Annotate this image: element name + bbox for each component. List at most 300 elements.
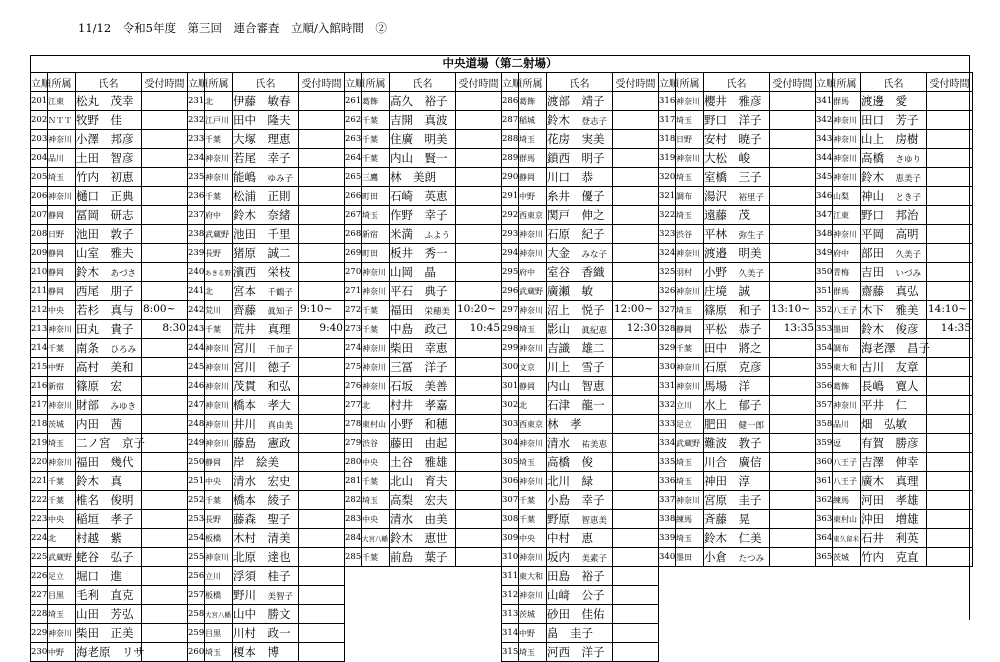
table-row [659, 339, 816, 358]
order-number: 309 [502, 529, 519, 548]
affiliation: 八王子 [833, 453, 861, 472]
order-number: 261 [345, 92, 362, 111]
participant-name: 稲垣 孝子 [76, 510, 142, 529]
reception-time-end: 9:40 [319, 322, 343, 334]
order-number: 327 [659, 301, 676, 320]
participant-name: 財部 みゆき [76, 396, 142, 415]
affiliation: 西東京 [519, 415, 547, 434]
reception-time-cell [142, 92, 188, 111]
affiliation: 長野 [205, 244, 233, 263]
order-number: 222 [31, 491, 48, 510]
table-row [502, 396, 659, 415]
reception-time-start: 14:10~ [928, 303, 968, 315]
participant-name: 福田 幾代 [76, 453, 142, 472]
participant-name: 古川 友章 [861, 358, 927, 377]
schedule-table [658, 72, 816, 567]
order-number: 278 [345, 415, 362, 434]
affiliation: 大宮八幡 [362, 529, 390, 548]
reception-time-cell [927, 282, 973, 301]
reception-time-cell [299, 187, 345, 206]
participant-name: 小野 和穂 [390, 415, 456, 434]
order-number: 292 [502, 206, 519, 225]
participant-name: 石坂 美善 [390, 377, 456, 396]
table-row [659, 510, 816, 529]
table-row [659, 358, 816, 377]
reception-time-cell [927, 168, 973, 187]
table-row [31, 130, 188, 149]
header-row [659, 73, 816, 92]
participant-name: 吉開 真波 [390, 111, 456, 130]
affiliation: 調布 [833, 339, 861, 358]
header-row [188, 73, 345, 92]
reception-time-cell [456, 415, 502, 434]
reception-time-cell [927, 149, 973, 168]
table-row [502, 130, 659, 149]
participant-name: 坂内 美素子 [547, 548, 613, 567]
order-number: 328 [659, 320, 676, 339]
order-number: 216 [31, 377, 48, 396]
table-row [31, 320, 188, 339]
order-number: 264 [345, 149, 362, 168]
reception-time-cell [613, 111, 659, 130]
participant-name: 肥田 健一郎 [704, 415, 770, 434]
order-number: 314 [502, 624, 519, 643]
affiliation: 江戸川 [205, 111, 233, 130]
participant-name: 糸井 優子 [547, 187, 613, 206]
table-row [31, 472, 188, 491]
order-number: 291 [502, 187, 519, 206]
reception-time-cell [770, 206, 816, 225]
participant-name: 篠原 和子 [704, 301, 770, 320]
participant-name: 松浦 正則 [233, 187, 299, 206]
order-number: 228 [31, 605, 48, 624]
table-row [345, 282, 502, 301]
participant-name: 山田 芳弘 [76, 605, 142, 624]
participant-name: 川上 雪子 [547, 358, 613, 377]
participant-name: 堀口 進 [76, 567, 142, 586]
reception-time-cell [927, 415, 973, 434]
affiliation: 茨城 [48, 415, 76, 434]
table-row [345, 472, 502, 491]
participant-name: 内山 智恵 [547, 377, 613, 396]
table-row [188, 206, 345, 225]
participant-name: 池田 敦子 [76, 225, 142, 244]
table-row [659, 282, 816, 301]
participant-name: 田口 芳子 [861, 111, 927, 130]
participant-name: 石原 紀子 [547, 225, 613, 244]
affiliation: 神奈川 [519, 244, 547, 263]
reception-time-cell [299, 263, 345, 282]
schedule-block [187, 72, 345, 662]
header-name: 氏名 [704, 73, 770, 92]
affiliation: 北 [205, 282, 233, 301]
order-number: 284 [345, 529, 362, 548]
affiliation: 神奈川 [205, 168, 233, 187]
order-number: 230 [31, 643, 48, 662]
order-number: 305 [502, 453, 519, 472]
reception-time-cell [142, 168, 188, 187]
table-row [816, 377, 973, 396]
affiliation: 神奈川 [48, 453, 76, 472]
table-row [31, 586, 188, 605]
table-row [502, 434, 659, 453]
table-row [188, 282, 345, 301]
participant-name: 清水 宏史 [233, 472, 299, 491]
affiliation: 目黒 [48, 586, 76, 605]
reception-time-start: 10:20~ [457, 303, 497, 315]
affiliation: 青梅 [833, 263, 861, 282]
participant-name: 石井 利英 [861, 529, 927, 548]
table-row [188, 586, 345, 605]
affiliation: 神奈川 [676, 377, 704, 396]
affiliation: 埼玉 [676, 472, 704, 491]
participant-name: 橋本 綾子 [233, 491, 299, 510]
affiliation: 神奈川 [676, 149, 704, 168]
table-row [31, 434, 188, 453]
table-row [502, 301, 659, 320]
order-number: 242 [188, 301, 205, 320]
affiliation: 神奈川 [676, 358, 704, 377]
participant-name: 高久 裕子 [390, 92, 456, 111]
affiliation: 神奈川 [362, 282, 390, 301]
order-number: 335 [659, 453, 676, 472]
order-number: 361 [816, 472, 833, 491]
table-row [31, 643, 188, 662]
table-row [188, 244, 345, 263]
table-row [659, 111, 816, 130]
reception-time-cell [770, 282, 816, 301]
affiliation: 葛飾 [362, 92, 390, 111]
reception-time-cell [613, 567, 659, 586]
participant-name: 山室 雅夫 [76, 244, 142, 263]
affiliation: 静岡 [676, 320, 704, 339]
order-number: 317 [659, 111, 676, 130]
affiliation: 神奈川 [676, 92, 704, 111]
table-row [31, 244, 188, 263]
header-name: 氏名 [547, 73, 613, 92]
participant-name: 林 美朗 [390, 168, 456, 187]
table-row [816, 244, 973, 263]
participant-name: 田中 將之 [704, 339, 770, 358]
affiliation: 荒川 [205, 301, 233, 320]
participant-name: 川村 政一 [233, 624, 299, 643]
reception-time-cell [299, 92, 345, 111]
reception-time-cell [299, 586, 345, 605]
affiliation: 墨田 [676, 548, 704, 567]
affiliation: 足立 [48, 567, 76, 586]
reception-time-cell [770, 92, 816, 111]
participant-name: 平林 弥生子 [704, 225, 770, 244]
order-number: 244 [188, 339, 205, 358]
participant-name: 中村 恵 [547, 529, 613, 548]
table-row [502, 377, 659, 396]
order-number: 360 [816, 453, 833, 472]
reception-time-cell [613, 206, 659, 225]
reception-time-cell [142, 529, 188, 548]
affiliation: 神奈川 [205, 434, 233, 453]
table-row [31, 624, 188, 643]
participant-name: 安村 暁子 [704, 130, 770, 149]
participant-name: 海老原 リサ [76, 643, 142, 662]
table-row [345, 434, 502, 453]
affiliation: 千葉 [362, 320, 390, 339]
reception-time-cell [456, 434, 502, 453]
participant-name: 遠藤 茂 [704, 206, 770, 225]
order-number: 357 [816, 396, 833, 415]
affiliation: 埼玉 [519, 453, 547, 472]
reception-time-cell [613, 320, 659, 339]
table-row [345, 339, 502, 358]
order-number: 324 [659, 244, 676, 263]
affiliation: 新宿 [362, 225, 390, 244]
reception-time-end: 14:35 [940, 322, 971, 334]
affiliation: 静岡 [48, 282, 76, 301]
order-number: 307 [502, 491, 519, 510]
participant-name: 海老澤 昌子 [861, 339, 927, 358]
order-number: 334 [659, 434, 676, 453]
participant-name: 村井 孝嘉 [390, 396, 456, 415]
participant-name: 田丸 貴子 [76, 320, 142, 339]
affiliation: 埼玉 [676, 111, 704, 130]
participant-name: 石原 克彦 [704, 358, 770, 377]
participant-name: 鈴木 あづさ [76, 263, 142, 282]
affiliation: 渋谷 [362, 434, 390, 453]
order-number: 359 [816, 434, 833, 453]
affiliation: 江東 [48, 92, 76, 111]
affiliation: 山梨 [833, 187, 861, 206]
reception-time-cell [299, 605, 345, 624]
order-number: 266 [345, 187, 362, 206]
reception-time-cell [299, 396, 345, 415]
affiliation: 江東 [833, 206, 861, 225]
affiliation: 神奈川 [833, 111, 861, 130]
reception-time-end: 12:30 [626, 322, 657, 334]
table-row [502, 263, 659, 282]
affiliation: 逗 [833, 434, 861, 453]
table-row [31, 605, 188, 624]
participant-name: 木村 清美 [233, 529, 299, 548]
table-row [31, 491, 188, 510]
table-row [188, 111, 345, 130]
reception-time-cell [770, 320, 816, 339]
table-row [31, 149, 188, 168]
affiliation: 武蔵野 [676, 434, 704, 453]
header-order: 立順 [659, 73, 676, 92]
participant-name: 鈴木 恵世 [390, 529, 456, 548]
reception-time-cell [613, 586, 659, 605]
participant-name: 松丸 茂幸 [76, 92, 142, 111]
order-number: 333 [659, 415, 676, 434]
header-order: 立順 [502, 73, 519, 92]
reception-time-cell [299, 434, 345, 453]
table-row [31, 301, 188, 320]
affiliation: 府中 [519, 263, 547, 282]
affiliation: 千葉 [205, 320, 233, 339]
reception-time-cell [456, 510, 502, 529]
participant-name: 高橋 さゆり [861, 149, 927, 168]
table-row [816, 396, 973, 415]
affiliation: 神奈川 [48, 130, 76, 149]
reception-time-cell [142, 434, 188, 453]
affiliation: 埼玉 [362, 491, 390, 510]
table-row [188, 339, 345, 358]
participant-name: 鈴木 登志子 [547, 111, 613, 130]
order-number: 220 [31, 453, 48, 472]
table-row [345, 130, 502, 149]
table-row [502, 282, 659, 301]
reception-time-cell [142, 472, 188, 491]
affiliation: 埼玉 [519, 320, 547, 339]
table-row [502, 244, 659, 263]
reception-time-cell [456, 339, 502, 358]
table-row [188, 605, 345, 624]
order-number: 271 [345, 282, 362, 301]
reception-time-cell [456, 187, 502, 206]
participant-name: 山中 勝文 [233, 605, 299, 624]
affiliation: 神奈川 [519, 586, 547, 605]
reception-time-cell [927, 320, 973, 339]
order-number: 252 [188, 491, 205, 510]
participant-name: 沼上 悦子 [547, 301, 613, 320]
order-number: 208 [31, 225, 48, 244]
table-row [31, 282, 188, 301]
reception-time-cell [142, 301, 188, 320]
affiliation: 墨田 [833, 320, 861, 339]
table-row [659, 472, 816, 491]
reception-time-cell [927, 301, 973, 320]
affiliation: 神奈川 [362, 358, 390, 377]
table-row [31, 567, 188, 586]
reception-time-cell [613, 263, 659, 282]
reception-time-cell [613, 358, 659, 377]
schedule-table [815, 72, 973, 567]
header-affiliation: 所属 [833, 73, 861, 92]
affiliation: 町田 [362, 244, 390, 263]
table-row [659, 320, 816, 339]
order-number: 227 [31, 586, 48, 605]
order-number: 215 [31, 358, 48, 377]
table-row [502, 472, 659, 491]
header-time: 受付時間 [927, 73, 973, 92]
reception-time-cell [613, 92, 659, 111]
reception-time-cell [142, 282, 188, 301]
table-row [659, 130, 816, 149]
table-row [31, 263, 188, 282]
order-number: 265 [345, 168, 362, 187]
participant-name: 柴田 正美 [76, 624, 142, 643]
reception-time-cell [456, 529, 502, 548]
order-number: 348 [816, 225, 833, 244]
affiliation: 神奈川 [833, 149, 861, 168]
affiliation: 府中 [205, 206, 233, 225]
reception-time-cell [613, 149, 659, 168]
order-number: 283 [345, 510, 362, 529]
participant-name: 内山 賢一 [390, 149, 456, 168]
table-row [188, 396, 345, 415]
reception-time-cell [770, 396, 816, 415]
affiliation: 埼玉 [676, 453, 704, 472]
participant-name: 榎本 博 [233, 643, 299, 662]
header-row [816, 73, 973, 92]
table-row [502, 548, 659, 567]
order-number: 263 [345, 130, 362, 149]
reception-time-cell [456, 225, 502, 244]
participant-name: 宮川 千加子 [233, 339, 299, 358]
venue-title: 中央道場（第二射場） [442, 56, 558, 70]
table-row [659, 548, 816, 567]
reception-time-start: 13:10~ [771, 303, 811, 315]
table-row [31, 396, 188, 415]
table-row [502, 605, 659, 624]
schedule-block [815, 72, 973, 567]
table-row [502, 643, 659, 662]
order-number: 325 [659, 263, 676, 282]
header-affiliation: 所属 [362, 73, 390, 92]
reception-time-cell [613, 491, 659, 510]
table-row [816, 320, 973, 339]
reception-time-cell [927, 225, 973, 244]
affiliation: 神奈川 [519, 472, 547, 491]
participant-name: 清水 由美 [390, 510, 456, 529]
order-number: 281 [345, 472, 362, 491]
table-row [31, 415, 188, 434]
participant-name: 野川 美智子 [233, 586, 299, 605]
order-number: 332 [659, 396, 676, 415]
order-number: 362 [816, 491, 833, 510]
participant-name: 小野 久美子 [704, 263, 770, 282]
reception-time-cell [456, 149, 502, 168]
reception-time-cell [299, 624, 345, 643]
order-number: 257 [188, 586, 205, 605]
participant-name: 住廣 明美 [390, 130, 456, 149]
affiliation: 稲城 [519, 111, 547, 130]
affiliation: 神奈川 [48, 396, 76, 415]
reception-time-cell [142, 206, 188, 225]
affiliation: 神奈川 [833, 168, 861, 187]
participant-name: 吉識 雄二 [547, 339, 613, 358]
table-row [502, 225, 659, 244]
participant-name: 石津 龍一 [547, 396, 613, 415]
reception-time-cell [142, 396, 188, 415]
table-row [31, 510, 188, 529]
table-row [188, 472, 345, 491]
order-number: 262 [345, 111, 362, 130]
reception-time-cell [927, 453, 973, 472]
header-time: 受付時間 [299, 73, 345, 92]
participant-name: 伊藤 敏春 [233, 92, 299, 111]
order-number: 353 [816, 320, 833, 339]
affiliation: 千葉 [676, 339, 704, 358]
participant-name: 平松 恭子 [704, 320, 770, 339]
order-number: 321 [659, 187, 676, 206]
reception-time-cell [927, 548, 973, 567]
header-affiliation: 所属 [519, 73, 547, 92]
table-row [188, 491, 345, 510]
participant-name: 牧野 佳 [76, 111, 142, 130]
table-row [31, 358, 188, 377]
affiliation: 千葉 [519, 510, 547, 529]
affiliation: 千葉 [362, 130, 390, 149]
participant-name: 二ノ宮 京子 [76, 434, 142, 453]
order-number: 275 [345, 358, 362, 377]
affiliation: 神奈川 [519, 548, 547, 567]
participant-name: 関戸 伸之 [547, 206, 613, 225]
participant-name: 室谷 香織 [547, 263, 613, 282]
participant-name: 渡邉 明美 [704, 244, 770, 263]
order-number: 336 [659, 472, 676, 491]
order-number: 338 [659, 510, 676, 529]
order-number: 267 [345, 206, 362, 225]
